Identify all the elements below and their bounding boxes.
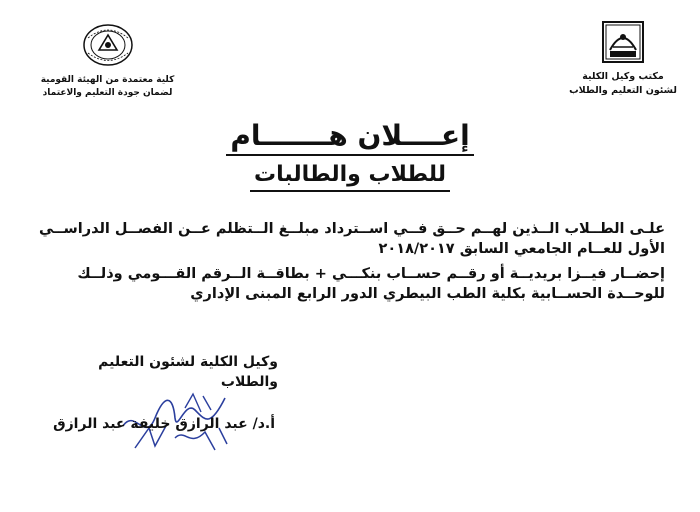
header-left-line-2: لضمان جودة التعليم والاعتماد — [42, 88, 173, 98]
header-right-line-2: لشئون التعليم والطلاب — [569, 85, 677, 96]
paragraph-requirements: إحضــار فيــزا بريديــة أو رقــم حســاب بنكـــي + بطاقــة الــرقم القـــومي وذلــك للوحــدة الحســابية بكلية الطب البيطري الدور الرابع المبنى الإداري — [77, 266, 665, 302]
signatory-name: أ.د/ عبد الرازق خليفة عبد الرازق — [53, 416, 275, 432]
header-accreditation — [30, 22, 185, 100]
announcement-subtitle — [0, 160, 700, 192]
header-right-line-1: مكتب وكيل الكلية — [582, 71, 664, 82]
signatory-title: وكيل الكلية لشئون التعليم والطلاب — [98, 354, 278, 390]
header-left-line-1: كلية معتمدة من الهيئة القومية — [40, 75, 175, 85]
announcement-title-text: إعــــلان هـــــــام — [226, 118, 473, 156]
announcement-subtitle-text: للطلاب والطالبات — [250, 160, 450, 192]
paragraph-eligibility: علـى الطــلاب الــذين لهــم حــق فــي اســترداد مبلــغ الــتظلم عــن الفصــل الدراســي الأول للعــام الجامعي السابق ٢٠١٨/٢٠١٧ — [38, 221, 665, 257]
announcement-title — [0, 118, 700, 156]
accreditation-seal-icon — [82, 22, 134, 68]
faculty-logo-icon — [601, 20, 645, 64]
header-vice-dean-office — [568, 20, 678, 98]
